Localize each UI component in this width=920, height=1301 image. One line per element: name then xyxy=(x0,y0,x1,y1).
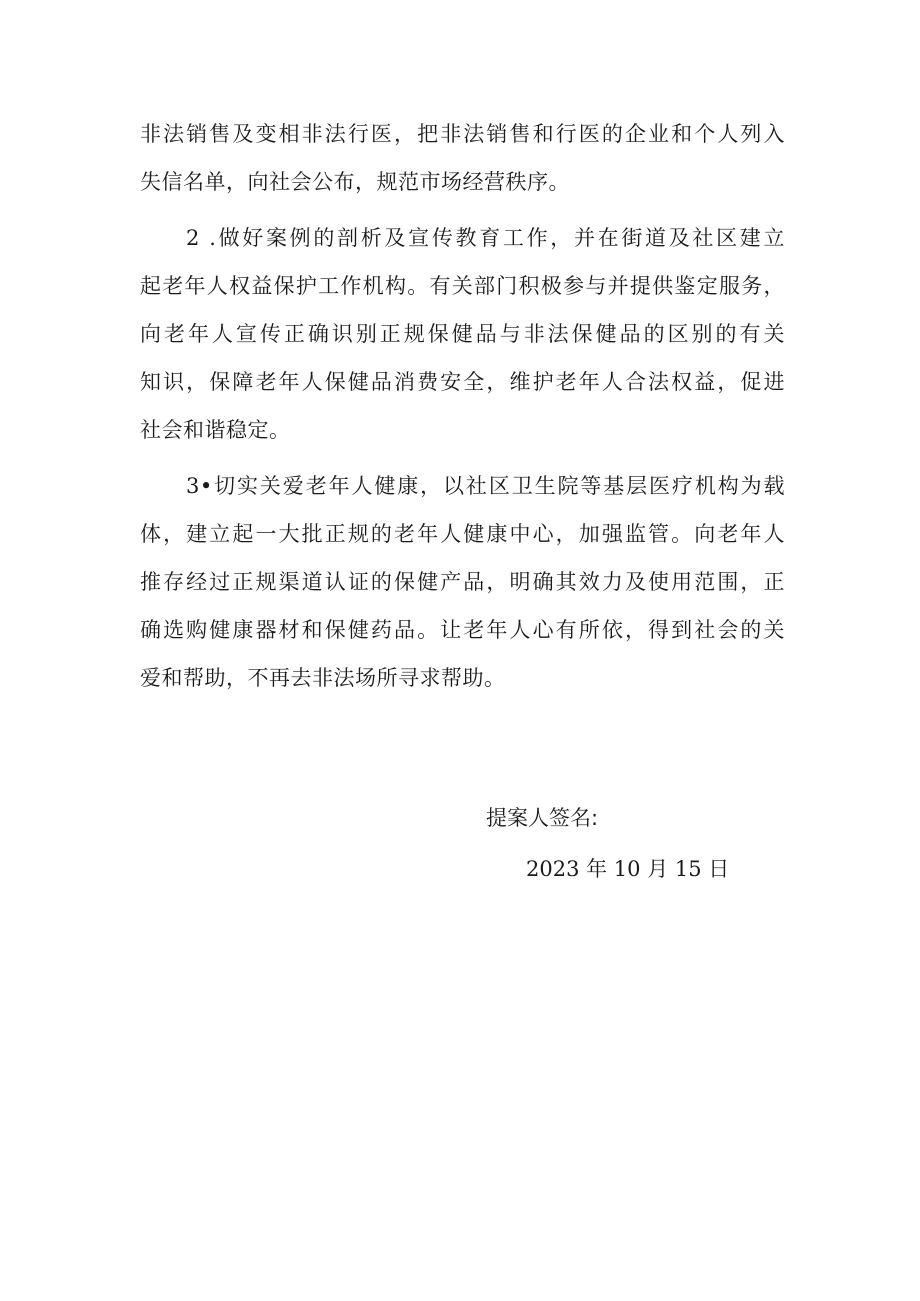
text-line: 失信名单，向社会公布，规范市场经营秩序。 xyxy=(140,170,570,194)
text-line: 推存经过正规渠道认证的保健产品，明确其效力及使用范围，正 xyxy=(140,570,785,594)
paragraph-1 xyxy=(140,110,785,206)
text-line: 起老年人权益保护工作机构。有关部门积极参与并提供鉴定服务， xyxy=(140,274,785,298)
text-line: 社会和谐稳定。 xyxy=(140,418,291,442)
text-line: 向老年人宣传正确识别正规保健品与非法保健品的区别的有关 xyxy=(140,322,785,346)
text-line: 知识，保障老年人保健品消费安全，维护老年人合法权益，促进 xyxy=(140,370,785,394)
text-line: 体，建立起一大批正规的老年人健康中心，加强监管。向老年人 xyxy=(140,522,785,546)
signature-label: 提案人签名: xyxy=(486,806,599,830)
text-line: 2 .做好案例的剖析及宣传教育工作，并在街道及社区建立 xyxy=(186,226,785,250)
text-line: 确选购健康器材和保健药品。让老年人心有所依，得到社会的关 xyxy=(140,618,785,642)
text-line: 3•切实关爱老年人健康，以社区卫生院等基层医疗机构为载 xyxy=(186,474,785,498)
text-line: 爱和帮助，不再去非法场所寻求帮助。 xyxy=(140,666,506,690)
paragraph-2 xyxy=(140,214,785,454)
document-date: 2023 年 10 月 15 日 xyxy=(526,857,730,881)
text-line: 非法销售及变相非法行医，把非法销售和行医的企业和个人列入 xyxy=(140,122,785,146)
paragraph-3 xyxy=(140,462,785,702)
document-body xyxy=(140,110,785,702)
